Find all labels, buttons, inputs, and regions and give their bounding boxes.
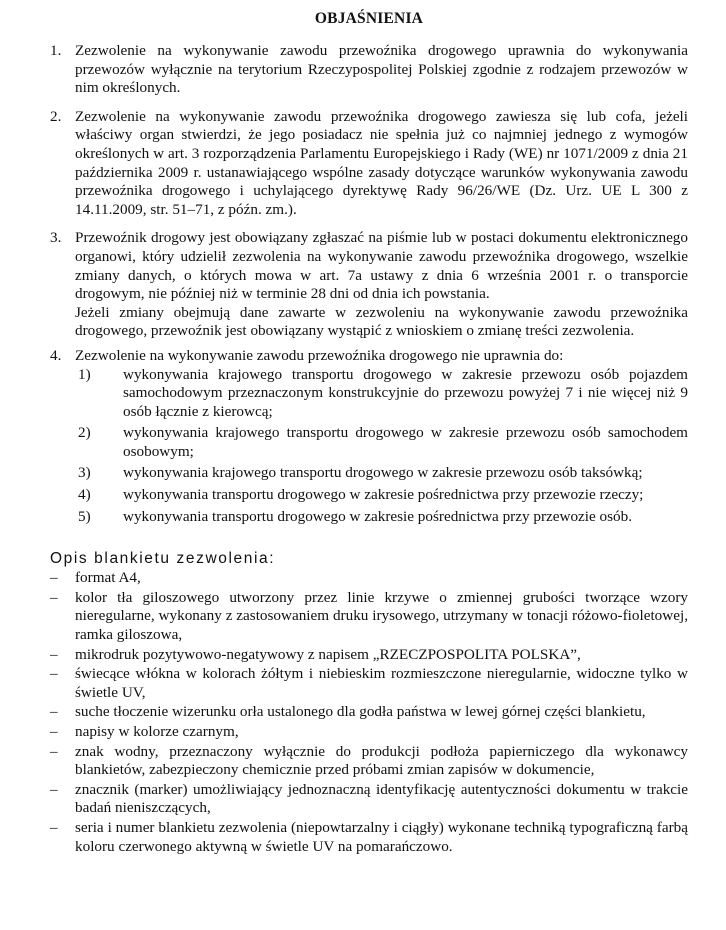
item-text: Jeżeli zmiany obejmują dane zawarte w zezwoleniu na wykonywanie zawodu przewoźnika drogowego, przewoźnik jest obowiązany wystąpić z wnioskiem o zmianę treści zezwolenia.: [75, 303, 688, 340]
explanations-list: [50, 42, 688, 526]
description-item: [50, 589, 688, 645]
description-text: format A4,: [75, 569, 141, 587]
sub-list-item: [75, 486, 688, 505]
description-text: napisy w kolorze czarnym,: [75, 723, 239, 740]
sub-item-number: 5): [78, 507, 91, 525]
description-item: [50, 665, 688, 702]
item-number: 1.: [50, 42, 62, 59]
list-item: [50, 108, 688, 220]
description-item: [50, 569, 688, 588]
description-text: mikrodruk pozytywowo-negatywowy z napisem „RZECZPOSPOLITA POLSKA”,: [75, 645, 581, 663]
dash-marker: –: [50, 665, 58, 683]
description-item: [50, 781, 688, 818]
sub-item-text: wykonywania krajowego transportu drogowego w zakresie przewozu osób pojazdem samochodowym przeznaczonym konstrukcyjnie do przewozu powyżej 7 i nie więcej niż 9 osób łącznie z kierowcą;: [123, 365, 688, 420]
blank-description-title: Opis blankietu zezwolenia:: [50, 550, 276, 568]
dash-marker: –: [50, 818, 58, 836]
sub-list-item: [75, 424, 688, 461]
sub-list-item: [75, 508, 688, 527]
dash-marker: –: [50, 780, 58, 798]
description-text: seria i numer blankietu zezwolenia (niepowtarzalny i ciągły) wykonane techniką typograficzną farbą koloru czerwonego aktywną w świetle UV na pomarańczowo.: [75, 818, 688, 855]
item-text: Zezwolenie na wykonywanie zawodu przewoźnika drogowego uprawnia do wykonywania przewozów wyłącznie na terytorium Rzeczypospolitej Polskiej zgodnie z rodzajem przewozów w nim określonych.: [75, 42, 688, 97]
sub-item-text: wykonywania krajowego transportu drogowego w zakresie przewozu osób samochodem osobowym;: [123, 424, 688, 460]
description-text: suche tłoczenie wizerunku orła ustalonego dla godła państwa w lewej górnej części blankietu,: [75, 703, 646, 721]
sub-item-number: 1): [78, 365, 91, 383]
description-text: znak wodny, przeznaczony wyłącznie do produkcji podłoża papierniczego dla wykonawcy blankietów, zabezpieczony chemicznie przed próbami zmian zapisów w dokumencie,: [75, 742, 688, 779]
description-text: kolor tła giloszowego utworzony przez linie krzywe o zmiennej grubości tworzące wzory nieregularne, wykonany z zastosowaniem druku irysowego, utrzymany w tonacji różowo-fioletowej, ramka giloszowa,: [75, 588, 688, 644]
sub-item-number: 4): [78, 486, 91, 504]
sub-item-text: wykonywania transportu drogowego w zakresie pośrednictwa przy przewozie rzeczy;: [123, 486, 644, 504]
list-item: [50, 42, 688, 98]
document-title: OBJAŚNIENIA: [314, 10, 424, 27]
list-item: [50, 229, 688, 341]
sub-item-text: wykonywania krajowego transportu drogowego w zakresie przewozu osób taksówką;: [123, 464, 643, 482]
description-text: znacznik (marker) umożliwiający jednoznaczną identyfikację autentyczności dokumentu w trakcie badań nieniszczących,: [75, 780, 688, 817]
description-item: [50, 646, 688, 665]
sub-item-text: wykonywania transportu drogowego w zakresie pośrednictwa przy przewozie osób.: [123, 507, 633, 525]
description-item: [50, 743, 688, 780]
description-item: [50, 819, 688, 856]
dash-marker: –: [50, 703, 58, 721]
dash-marker: –: [50, 645, 58, 663]
dash-marker: –: [50, 723, 58, 740]
dash-marker: –: [50, 742, 58, 760]
sub-list: [75, 366, 688, 527]
description-item: [50, 703, 688, 722]
item-number: 4.: [50, 346, 62, 364]
description-item: [50, 723, 688, 742]
item-text: Zezwolenie na wykonywanie zawodu przewoźnika drogowego nie uprawnia do:: [75, 346, 564, 364]
sub-item-number: 3): [78, 464, 91, 482]
list-item: [50, 347, 688, 526]
blank-description-list: [50, 569, 688, 856]
item-number: 2.: [50, 107, 62, 125]
item-number: 3.: [50, 229, 62, 247]
item-text: Zezwolenie na wykonywanie zawodu przewoźnika drogowego zawiesza się lub cofa, jeżeli właściwy organ stwierdzi, że jego posiadacz nie spełnia już co najmniej jednego z wymogów określonych w art. 3 rozporządzenia Parlamentu Europejskiego i Rady (WE) nr 1071/2009 z dnia 21 października 2009 r. ustanawiającego wspólne zasady dotyczące warunków wykonywania zawodu przewoźnika drogowego i uchylającego dyrektywę Rady 96/26/WE (Dz. Urz. UE L 300 z 14.11.2009, str. 51–71, z późn. zm.).: [75, 107, 688, 218]
item-text: Przewoźnik drogowy jest obowiązany zgłaszać na piśmie lub w postaci dokumentu elektronicznego organowi, który udzielił zezwolenia na wykonywanie zawodu przewoźnika drogowego, wszelkie zmiany danych, o których mowa w art. 7a ustawy z dnia 6 września 2001 r. o transporcie drogowym, nie później niż w terminie 28 dni od dnia ich powstania.: [75, 229, 688, 303]
dash-marker: –: [50, 569, 58, 587]
sub-list-item: [75, 464, 688, 483]
description-text: świecące włókna w kolorach żółtym i niebieskim rozmieszczone nieregularnie, widoczne tylko w świetle UV,: [75, 665, 688, 701]
dash-marker: –: [50, 588, 58, 606]
sub-item-number: 2): [78, 424, 91, 442]
sub-list-item: [75, 366, 688, 422]
